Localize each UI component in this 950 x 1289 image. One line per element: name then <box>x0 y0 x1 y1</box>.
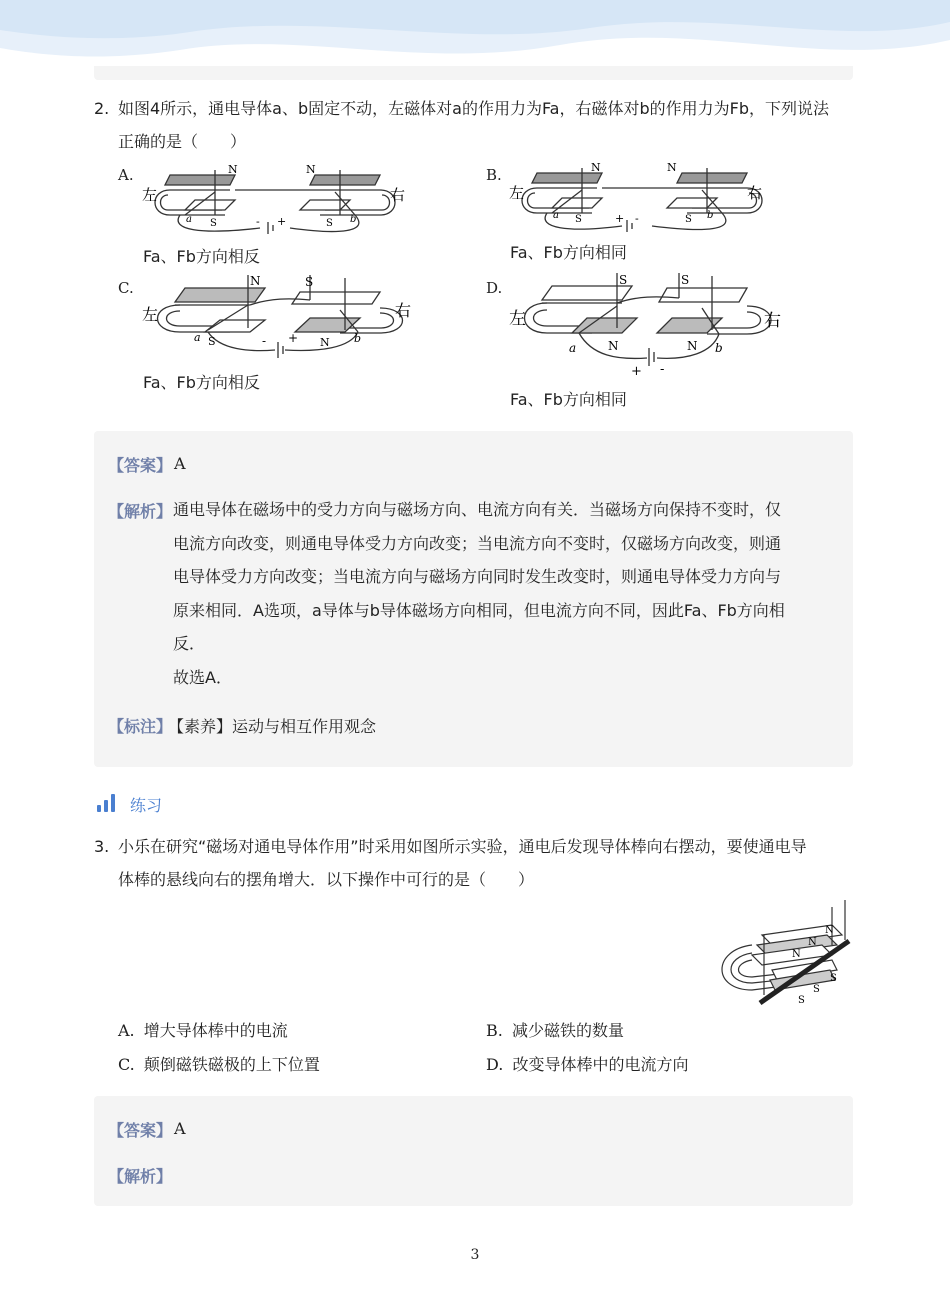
magnet-pole-label: S <box>681 273 690 287</box>
question-3 <box>0 830 950 900</box>
analysis-line: 故选A． <box>173 667 232 687</box>
option-a[interactable] <box>118 1018 288 1041</box>
battery-terminal-label: - <box>262 334 267 348</box>
magnet-pole-label: S <box>575 214 582 225</box>
answer-tag: 【答案】 <box>108 1121 173 1140</box>
answer-box-q3 <box>94 1096 853 1206</box>
magnet-pole-label: S <box>813 984 820 995</box>
question-stem <box>118 92 848 158</box>
answer-value: A <box>174 454 186 473</box>
battery-terminal-label: + <box>277 215 287 228</box>
magnet-pole-label: N <box>792 949 801 960</box>
figure-option-b <box>507 158 782 238</box>
magnet-pole-label: S <box>208 335 216 348</box>
option-c[interactable] <box>118 1052 320 1075</box>
left-magnet-label: 左 <box>509 184 525 202</box>
answer-value: A <box>174 1119 186 1138</box>
option-c-label: C. <box>118 279 134 297</box>
question-stem-line: 如图4所示，通电导体a、b固定不动，左磁体对a的作用力为Fa，右磁体对b的作用力为Fb，下列说法 <box>118 99 830 118</box>
conductor-a-label: a <box>186 214 192 225</box>
bar-chart-icon <box>96 792 118 814</box>
left-magnet-label: 左 <box>142 186 158 204</box>
analysis-tag: 【解析】 <box>108 1167 173 1186</box>
figure-question-3 <box>712 895 857 1010</box>
battery-terminal-label: - <box>256 215 260 228</box>
magnet-pole-label: N <box>591 161 601 174</box>
magnet-pole-label: N <box>250 274 261 288</box>
battery-terminal-label: - <box>635 212 639 225</box>
right-magnet-label: 右 <box>764 311 781 331</box>
option-text: 颠倒磁铁磁极的上下位置 <box>143 1055 320 1074</box>
conductor-a-label: a <box>569 341 577 355</box>
option-b-label: B. <box>486 166 502 184</box>
right-magnet-label: 右 <box>390 186 406 204</box>
magnet-pole-label: S <box>210 218 217 229</box>
option-text: 减少磁铁的数量 <box>511 1021 624 1040</box>
conductor-b-label: b <box>350 214 357 225</box>
option-a-caption-text: Fa、Fb方向相反 <box>143 247 260 266</box>
right-magnet-label: 右 <box>747 184 763 202</box>
option-c-caption-text: Fa、Fb方向相反 <box>143 373 260 392</box>
magnet-pole-label: N <box>667 161 677 174</box>
battery-terminal-label: - <box>660 362 665 377</box>
magnet-pole-label: N <box>808 937 817 948</box>
magnet-pole-label: N <box>608 339 619 353</box>
section-header-practice <box>96 790 296 816</box>
conductor-a-label: a <box>194 331 201 344</box>
question-stem-line: 小乐在研究“磁场对通电导体作用”时采用如图所示实验，通电后发现导体棒向右摆动，要使通电导 <box>118 837 807 856</box>
option-text: 增大导体棒中的电流 <box>143 1021 288 1040</box>
option-b-caption-text: Fa、Fb方向相同 <box>510 243 627 262</box>
option-text: 改变导体棒中的电流方向 <box>512 1055 689 1074</box>
option-label: A. <box>118 1021 135 1040</box>
question-number: 2. <box>94 99 110 118</box>
magnet-pole-label: N <box>228 163 238 176</box>
option-label: C. <box>118 1055 135 1074</box>
magnet-pole-label: S <box>685 214 692 225</box>
magnet-pole-label: S <box>619 273 628 287</box>
option-d[interactable] <box>486 1052 688 1075</box>
option-label: D. <box>486 1055 504 1074</box>
magnet-pole-label: S <box>305 275 314 289</box>
previous-answer-box-end <box>94 66 853 80</box>
magnet-pole-label: S <box>798 995 805 1006</box>
question-stem-line: 体棒的悬线向右的摆角增大．以下操作中可行的是（ ） <box>118 870 535 889</box>
option-d-caption-text: Fa、Fb方向相同 <box>510 390 627 409</box>
analysis-line: 通电导体在磁场中的受力方向与磁场方向、电流方向有关．当磁场方向保持不变时，仅 <box>173 500 782 519</box>
right-magnet-label: 右 <box>395 301 412 320</box>
option-label: B. <box>486 1021 503 1040</box>
figure-option-d <box>507 268 792 383</box>
magnet-pole-label: N <box>825 925 834 936</box>
question-number: 3. <box>94 837 110 856</box>
analysis-text <box>173 493 833 694</box>
question-2 <box>0 92 950 162</box>
note-text: 【素养】运动与相互作用观念 <box>168 717 377 736</box>
option-c-caption <box>143 370 260 393</box>
option-b[interactable] <box>486 1018 624 1041</box>
analysis-line: 电流方向改变，则通电导体受力方向改变；当电流方向不变时，仅磁场方向改变，则通 <box>173 533 782 553</box>
option-d-caption <box>510 387 627 410</box>
question-stem <box>118 830 848 896</box>
conductor-a-label: a <box>553 210 559 221</box>
magnet-pole-label: N <box>687 339 698 353</box>
battery-terminal-label: + <box>288 331 299 345</box>
figure-option-a <box>140 160 415 240</box>
note-tag: 【标注】 <box>108 717 173 736</box>
analysis-tag: 【解析】 <box>108 502 173 521</box>
conductor-b-label: b <box>707 210 714 221</box>
battery-terminal-label: + <box>615 212 625 225</box>
magnet-pole-label: N <box>320 336 330 349</box>
battery-terminal-label: + <box>631 364 642 379</box>
option-a-label: A. <box>118 166 134 184</box>
option-d-label: D. <box>486 279 503 297</box>
question-stem-line: 正确的是（ ） <box>118 132 247 151</box>
figure-option-c <box>140 270 420 365</box>
analysis-line: 电导体受力方向改变；当电流方向与磁场方向同时发生改变时，则通电导体受力方向与 <box>173 567 782 586</box>
answer-box-q2 <box>94 431 853 767</box>
analysis-line: 原来相同．A选项，a导体与b导体磁场方向相同，但电流方向不同，因此Fa、Fb方向相 <box>173 600 785 620</box>
magnet-pole-label: N <box>306 163 316 176</box>
left-magnet-label: 左 <box>142 305 159 324</box>
section-title: 练习 <box>130 796 163 815</box>
option-a-caption <box>143 244 260 267</box>
magnet-pole-label: S <box>326 218 333 229</box>
analysis-line: 反． <box>173 634 206 653</box>
option-b-caption <box>510 240 627 263</box>
conductor-b-label: b <box>354 332 362 345</box>
conductor-b-label: b <box>715 341 723 355</box>
left-magnet-label: 左 <box>509 309 526 329</box>
answer-tag: 【答案】 <box>108 456 173 475</box>
page-number: 3 <box>470 1247 480 1263</box>
magnet-pole-label: S <box>830 973 837 984</box>
